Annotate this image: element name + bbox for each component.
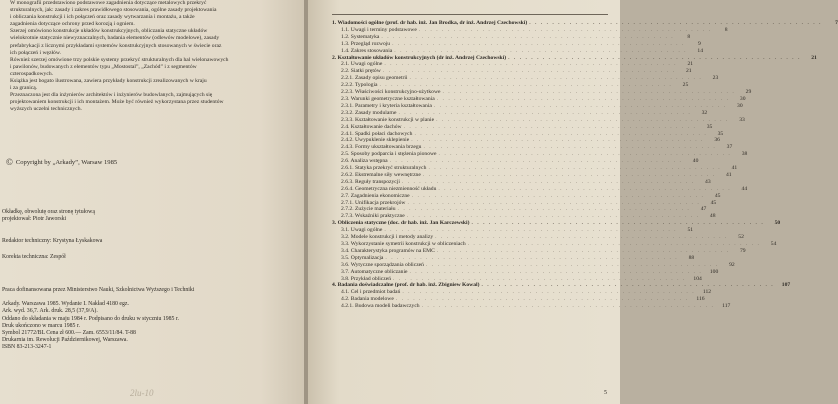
toc-entry-title: 2.2.1. Zasady opisu geometrii [341,75,408,82]
toc-page-number: 117 [722,303,731,310]
toc-page-number: 23 [712,75,719,82]
proofreader-line: Korekta techniczna: Zespół [2,254,66,260]
toc-leader-dots: . . . . . . . . . . . . . . . . . . . . . . . . . . . . . . . . . . . . . . . . . . . . . . . . . . . [436,95,730,102]
toc-entry [332,206,707,213]
printing-line: Praca dofinansowana przez Ministerstwo Nauki, Szkolnictwa Wyższego i Techniki [2,287,195,293]
toc-leader-dots: . . . . . . . . . . . . . . . . . . . . . . . . . . . . . . . . . . . . . . . . . . . . . . . . . . . [423,144,717,151]
toc-page-number: 33 [739,116,745,123]
toc-page-number: 45 [710,199,717,206]
toc-entry-title: 3.4. Charakterystyka programów na EMC [341,247,435,254]
toc-page-number: 100 [709,268,719,275]
description-line: i obliczania konstrukcji i ich połączeń oraz zasady wytwarzania i montażu, a także [10,14,195,21]
toc-entry [332,75,719,82]
toc-page-number: 79 [740,247,746,254]
toc-page-number: 36 [714,137,720,144]
printing-line: Symbol 21772/BL Cena zł 600.— Zam. 6553/11/84. T-88 [2,330,136,337]
toc-entry [332,33,691,41]
toc-leader-dots: . . . . . . . . . . . . . . . . . . . . . . . . . . . . . . . . . . . . . . . . . . . . . . . . . . . [433,102,727,109]
toc-entry [332,123,713,131]
description-line: Przeznaczona jest dla inżynierów architektów i inżynierów budowlanych, zajmujących się [10,92,213,99]
toc-entry [332,165,738,172]
toc-entry [332,247,746,255]
toc-leader-dots: . . . . . . . . . . . . . . . . . . . . . . . . . . . . . . . . . . . . . . . . . . . . . . . . . . . [407,199,701,206]
description-line: wielokrotnie statycznie niewyznaczalnych, badania elementów (odlewów modelowe), zasady [10,35,220,42]
toc-leader-dots: . . . . . . . . . . . . . . . . . . . . . . . . . . . . . . . . . . . . . . . . . . . . . . . . . . . [384,227,678,234]
toc-leader-dots: . . . . . . . . . . . . . . . . . . . . . . . . . . . . . . . . . . . . . . . . . . . . . . . . . . . [398,109,692,116]
toc-leader-dots: . . . . . . . . . . . . . . . . . . . . . . . . . . . . . . . . . . . . . . . . . . . . . . . . . . . [379,82,673,89]
toc-page-number: 21 [811,54,817,61]
copyright-notice [6,157,117,167]
toc-entry-title: 1.3. Przegląd rozwoju [341,40,391,47]
toc-page-number: 48 [709,213,716,220]
description-line: strukturalnych, jak: zasady i zakres prawidłowego stosowania, ogólne zasady projektowania [10,7,217,14]
toc-page-number: 35 [706,123,713,130]
technical-editor [2,238,102,245]
toc-leader-dots: . . . . . . . . . . . . . . . . . . . . . . . . . . . . . . . . . . . . . . . . . . . . . . . . . . . [384,61,678,68]
toc-entry-title: 3.3. Wykorzystanie symetrii konstrukcji w obliczeniach [341,241,466,247]
toc-page-number: 41 [731,165,738,172]
toc-entry-title: 2.6.2. Ekstremalne siły wewnętrzne [341,171,421,178]
toc-entry [332,282,791,289]
toc-leader-dots: . . . . . . . . . . . . . . . . . . . . . . . . . . . . . . . . . . . . . . . . . . . . . . . . . . . [428,165,722,172]
toc-entry-title: 2.7.2. Zużycie materiału [341,206,396,213]
toc-page-number: 40 [692,158,699,165]
toc-leader-dots: . . . . . . . . . . . . . . . . . . . . . . . . . . . . . . . . . . . . . . . . . . . . . . . . . . . [411,192,705,199]
design-credit-line: Okładkę, obwolutę oraz stronę tytułową [2,209,95,215]
toc-entry-title: 2.7. Zagadnienia ekonomiczne [341,192,410,199]
toc-entry-title: 2.3. Warunki geometryczne kształtowania [341,95,435,102]
toc-entry [332,61,694,68]
description-line: Szerzej omówiono konstrukcje układów konstrukcyjnych, obliczania statyczne układów [10,28,208,35]
toc-page-number: 8 [687,33,691,40]
toc-leader-dots: . . . . . . . . . . . . . . . . . . . . . . . . . . . . . . . . . . . . . . . . . . . . . . . . . . . [401,178,695,185]
toc-entry-title: 2.4.1. Spadki połaci dachowych [341,130,413,137]
toc-entry-title: 2.1. Uwagi ogólne [341,61,383,68]
toc-page-number: 50 [774,220,781,227]
toc-leader-dots: . . . . . . . . . . . . . . . . . . . . . . . . . . . . . . . . . . . . . . . . . . . . . . . . . . . [397,206,691,213]
proofreader [2,254,66,261]
toc-leader-dots: . . . . . . . . . . . . . . . . . . . . . . . . . . . . . . . . . . . . . . . . . . . . . . . . . . . [411,137,704,144]
toc-leader-dots: . . . . . . . . . . . . . . . . . . . . . . . . . . . . . . . . . . . . . . . . . . . . . . . . . . . [402,289,696,296]
toc-entry-title: 2.7.1. Unifikacja przekrojów [341,199,406,206]
design-credit-line: projektował: Piotr Jaworski [2,216,67,223]
toc-entry-title: 2.7.3. Wskaźniki praktyczne [341,213,405,220]
toc-entry-title: 2.2.3. Właściwości konstrukcyjno-użytkowe [341,89,441,96]
toc-entry-title: 2.4. Kształtowanie dachów [341,123,402,130]
toc-entry-title: 2.2.2. Typologia [341,82,378,89]
toc-leader-dots: . . . . . . . . . . . . . . . . . . . . . . . . . . . . . . . . . . . . . . . . . . . . . . . . . . . [438,185,732,192]
toc-entry [332,20,838,27]
handwritten-stamp: 2lu-10 [130,388,154,398]
toc-entry [332,144,733,151]
toc-leader-dots: . . . . . . . . . . . . . . . . . . . . . . . . . . . . . . . . . . . . . . . . . . . . . . . . . . . [435,234,728,241]
toc-leader-dots: . . . . . . . . . . . . . . . . . . . . . . . . . . . . . . . . . . . . . . . . . . . . . . . . . . . [436,116,729,123]
toc-leader-dots: . . . . . . . . . . . . . . . . . . . . . . . . . . . . . . . . . . . . . . . . . . . . . . . . . . . [389,158,683,165]
page-number: 5 [604,390,607,396]
toc-leader-dots: . . . . . . . . . . . . . . . . . . . . . . . . . . . . . . . . . . . . . . . . . . . . . . . . . . . [403,123,697,130]
toc-leader-dots: . . . . . . . . . . . . . . . . . . . . . . . . . . . . . . . . . . . . . . . . . . . . . . . . . . . [406,213,700,220]
toc-entry [332,227,694,234]
toc-entry [332,192,721,200]
toc-entry [332,296,705,303]
toc-leader-dots: . . . . . . . . . . . . . . . . . . . . . . . . . . . . . . . . . . . . . . . . . . . . . . . . . . . [395,296,689,303]
toc-page-number: 107 [781,282,791,289]
toc-entry-title: 1.2. Systematyka [341,33,380,40]
toc-entry-title: 2.5. Sposoby podparcia i stężenia pionowe [341,151,437,158]
toc-entry [332,95,746,103]
toc-leader-dots: . . . . . . . . . . . . . . . . . . . . . . . . . . . . . . . . . . . . . . . . . . . . . . . . . . . [467,241,761,247]
toc-entry [332,185,748,193]
toc-entry [332,47,704,55]
toc-leader-dots: . . . . . . . . . . . . . . . . . . . . . . . . . . . . . . . . . . . . . . . . . . . . . . . . . . . [382,68,676,75]
toc-entry-title: 1. Wiadomości ogólne (prof. dr hab. inż. Jan Brodka, dr inż. Andrzej Czechowski) [332,20,528,26]
left-page [0,0,306,404]
description-line: czterospadkowych. [10,70,54,77]
printing-line: ISBN 83-213-3247-1 [2,344,52,351]
printing-line [2,294,194,301]
toc-entry [332,137,720,144]
description-line: W monografii przedstawiono podstawowe zagadnienia dotyczące metalowych przekryć [10,0,207,6]
toc-entry-title: 2.2. Siatki prętów [341,68,381,75]
table-of-contents [332,20,838,310]
toc-entry [332,234,744,241]
toc-entry-title: 3.2. Modele konstrukcji i metody analizy [341,234,434,241]
toc-entry-title: 3.5. Optymalizacja [341,254,384,261]
toc-entry [332,199,717,207]
toc-entry [332,116,745,124]
toc-entry-title: 2.6.3. Reguły transpozycji [341,178,400,185]
book-description [10,0,290,114]
toc-leader-dots: . . . . . . . . . . . . . . . . . . . . . . . . . . . . . . . . . . . . . . . . . . . . . . . . . . . [421,303,715,310]
toc-page-number: 30 [737,102,743,109]
description-line: i pawilonów, budowanych z elementów typu „Mostostal”, „Zachód” i z segmentów [10,63,197,70]
toc-entry [332,171,732,179]
toc-entry-title: 4.2. Badania modelowe [341,296,394,303]
printing-info [2,287,194,352]
toc-entry [332,241,777,248]
toc-page-number: 51 [687,227,694,234]
toc-entry-title: 2.6.1. Statyka przekryć strukturalnych [341,165,427,172]
toc-page-number: 112 [702,289,712,296]
toc-leader-dots: . . . . . . . . . . . . . . . . . . . . . . . . . . . . . . . . . . . . . . . . . . . . . . . . . . . [508,54,801,61]
toc-leader-dots: . . . . . . . . . . . . . . . . . . . . . . . . . . . . . . . . . . . . . . . . . . . . . . . . . . . [409,75,703,82]
toc-leader-dots: . . . . . . . . . . . . . . . . . . . . . . . . . . . . . . . . . . . . . . . . . . . . . . . . . . . [414,130,708,137]
description-line: prefabrykacji z licznymi przykładami systemów konstrukcyjnych stosowanych w świecie oraz [10,42,222,49]
toc-page-number: 37 [726,144,733,151]
toc-page-number: 54 [770,241,777,247]
toc-page-number: 41 [726,171,732,178]
printing-line: Arkady. Warszawa 1985. Wydanie I. Nakład 4180 egz. [2,301,129,308]
toc-leader-dots: . . . . . . . . . . . . . . . . . . . . . . . . . . . . . . . . . . . . . . . . . . . . . . . . . . . [385,254,679,261]
toc-entry-title: 4. Badania doświadczalne (prof. dr hab. inż. Zbigniew Kowal) [332,282,480,289]
toc-entry [332,40,701,48]
printing-line: Oddano do składania w maju 1984 r. Podpisano do druku w styczniu 1985 r. [2,315,179,322]
toc-leader-dots: . . . . . . . . . . . . . . . . . . . . . . . . . . . . . . . . . . . . . . . . . . . . . . . . . . . [394,47,688,54]
toc-page-number: 52 [738,234,744,241]
toc-entry-title: 3.1. Uwagi ogólne [341,227,383,234]
toc-entry-title: 4.1. Cel i przedmiot badań [341,289,401,296]
toc-entry-title: 2.3.2. Zasady modularne [341,109,397,116]
toc-page-number: 14 [697,47,704,54]
toc-page-number: 7 [835,20,838,26]
toc-entry-title: 2.6.4. Geometryczna niezmienność układu [341,185,437,192]
toc-entry-title: 3.6. Wytyczne sporządzania obliczeń [341,261,424,268]
toc-page-number: 38 [741,151,748,158]
toc-leader-dots: . . . . . . . . . . . . . . . . . . . . . . . . . . . . . . . . . . . . . . . . . . . . . . . . . . . [418,26,712,33]
toc-page-number: 25 [682,82,689,89]
toc-leader-dots: . . . . . . . . . . . . . . . . . . . . . . . . . . . . . . . . . . . . . . . . . . . . . . . . . . . [438,151,732,158]
toc-entry-title: 2.3.1. Parametry i kryteria kształtowania [341,102,432,109]
toc-leader-dots: . . . . . . . . . . . . . . . . . . . . . . . . . . . . . . . . . . . . . . . . . . . . . . . . . . . [393,275,686,282]
description-line: wyższych uczelni technicznych. [10,106,82,113]
toc-entry-title: 2.4.2. Uwypuklenie sklepienie [341,137,410,144]
toc-entry [332,89,752,96]
toc-entry [332,289,712,296]
editor-line: Redaktor techniczny: Krystyna Łyskakowa [2,238,103,244]
printing-line: Drukarnia im. Rewolucji Październikowej, Warszawa. [2,337,128,344]
toc-page-number: 45 [714,192,721,199]
toc-entry [332,26,728,34]
copyright-icon: © [6,157,13,167]
design-credit [2,209,95,223]
toc-entry-title: 4.2.1. Budowa modeli badawczych [341,303,420,310]
description-line: Również szerzej omówione trzy polskie systemy przekryć strukturalnych dla hal wielonawowych [10,56,229,63]
toc-entry [332,261,735,269]
toc-entry-title: 2. Kształtowanie układów konstrukcyjnych (dr inż. Andrzej Czechowski) [332,54,507,61]
toc-entry-title: 3.7. Automatyczne obliczanie [341,268,408,275]
toc-page-number: 21 [687,61,694,68]
toc-entry [332,151,748,158]
toc-entry-title: 3.8. Przykład obliczeń [341,275,392,282]
toc-leader-dots: . . . . . . . . . . . . . . . . . . . . . . . . . . . . . . . . . . . . . . . . . . . . . . . . . . . [392,40,685,47]
toc-page-number: 8 [724,26,728,33]
toc-entry-title: 2.6. Analiza wstępna [341,158,388,165]
toc-leader-dots: . . . . . . . . . . . . . . . . . . . . . . . . . . . . . . . . . . . . . . . . . . . . . . . . . . . [381,33,675,40]
toc-page-number: 116 [696,296,705,303]
toc-entry [332,54,817,62]
top-rule [332,14,608,15]
toc-leader-dots: . . . . . . . . . . . . . . . . . . . . . . . . . . . . . . . . . . . . . . . . . . . . . . . . . . . [409,268,703,275]
toc-entry-title: 1.1. Uwagi i terminy podstawowe [341,26,417,33]
toc-leader-dots: . . . . . . . . . . . . . . . . . . . . . . . . . . . . . . . . . . . . . . . . . . . . . . . . . . . [442,89,736,96]
description-line: zagadnienia dotyczące ochrony przed korozją i ogniem. [10,21,135,28]
toc-entry [332,220,781,227]
right-page [308,0,838,404]
toc-page-number: 30 [739,95,746,102]
toc-entry [332,268,719,276]
toc-entry [332,82,689,89]
toc-page-number: 92 [729,261,735,268]
toc-page-number: 43 [705,178,711,185]
toc-entry [332,102,743,110]
toc-page-number: 21 [685,68,692,75]
toc-entry [332,68,692,75]
toc-page-number: 9 [698,40,701,47]
toc-page-number: 35 [717,130,724,137]
toc-page-number: 44 [741,185,748,192]
toc-entry-title: 2.3.3. Kształtowanie konstrukcji w planie [341,116,435,123]
toc-page-number: 29 [745,89,752,96]
description-line: ich połączeń i węzłów. [10,49,61,56]
toc-entry-title: 3. Obliczenia statyczne (doc. dr hab. inż. Jan Karczewski) [332,220,470,227]
printing-line: Ark. wyd. 36,7. Ark. druk. 28,5 (37,9/A). [2,308,98,315]
description-line: Książka jest bogato ilustrowana, zawiera przykłady konstrukcji zrealizowanych w kraju [10,78,207,85]
toc-entry [332,254,695,262]
printing-line: Druk ukończono w marcu 1985 r. [2,322,80,329]
toc-page-number: 47 [700,206,707,213]
toc-entry-title: 1.4. Zakres stosowania [341,47,393,54]
toc-entry-title: 2.4.3. Formy ukształtowania brzegu [341,144,422,151]
toc-leader-dots: . . . . . . . . . . . . . . . . . . . . . . . . . . . . . . . . . . . . . . . . . . . . . . . . . . . [529,20,822,26]
description-line: projektowaniem konstrukcji i ich montażem. Może być również wykorzystana przez studentów [10,99,224,106]
toc-entry [332,130,724,138]
toc-page-number: 88 [688,254,695,261]
toc-entry [332,158,699,165]
copyright-text: Copyright by „Arkady”, Warsaw 1985 [15,158,118,166]
description-line: i za granicą. [10,85,38,92]
toc-leader-dots: . . . . . . . . . . . . . . . . . . . . . . . . . . . . . . . . . . . . . . . . . . . . . . . . . . . [425,261,719,268]
toc-entry [332,303,731,310]
toc-leader-dots: . . . . . . . . . . . . . . . . . . . . . . . . . . . . . . . . . . . . . . . . . . . . . . . . . . . [481,282,775,289]
toc-entry [332,109,708,117]
toc-leader-dots: . . . . . . . . . . . . . . . . . . . . . . . . . . . . . . . . . . . . . . . . . . . . . . . . . . . [422,171,716,178]
toc-leader-dots: . . . . . . . . . . . . . . . . . . . . . . . . . . . . . . . . . . . . . . . . . . . . . . . . . . . [436,247,730,254]
toc-leader-dots: . . . . . . . . . . . . . . . . . . . . . . . . . . . . . . . . . . . . . . . . . . . . . . . . . . . [471,220,765,227]
toc-entry [332,178,711,186]
toc-page-number: 104 [693,275,702,282]
toc-page-number: 32 [701,109,708,116]
